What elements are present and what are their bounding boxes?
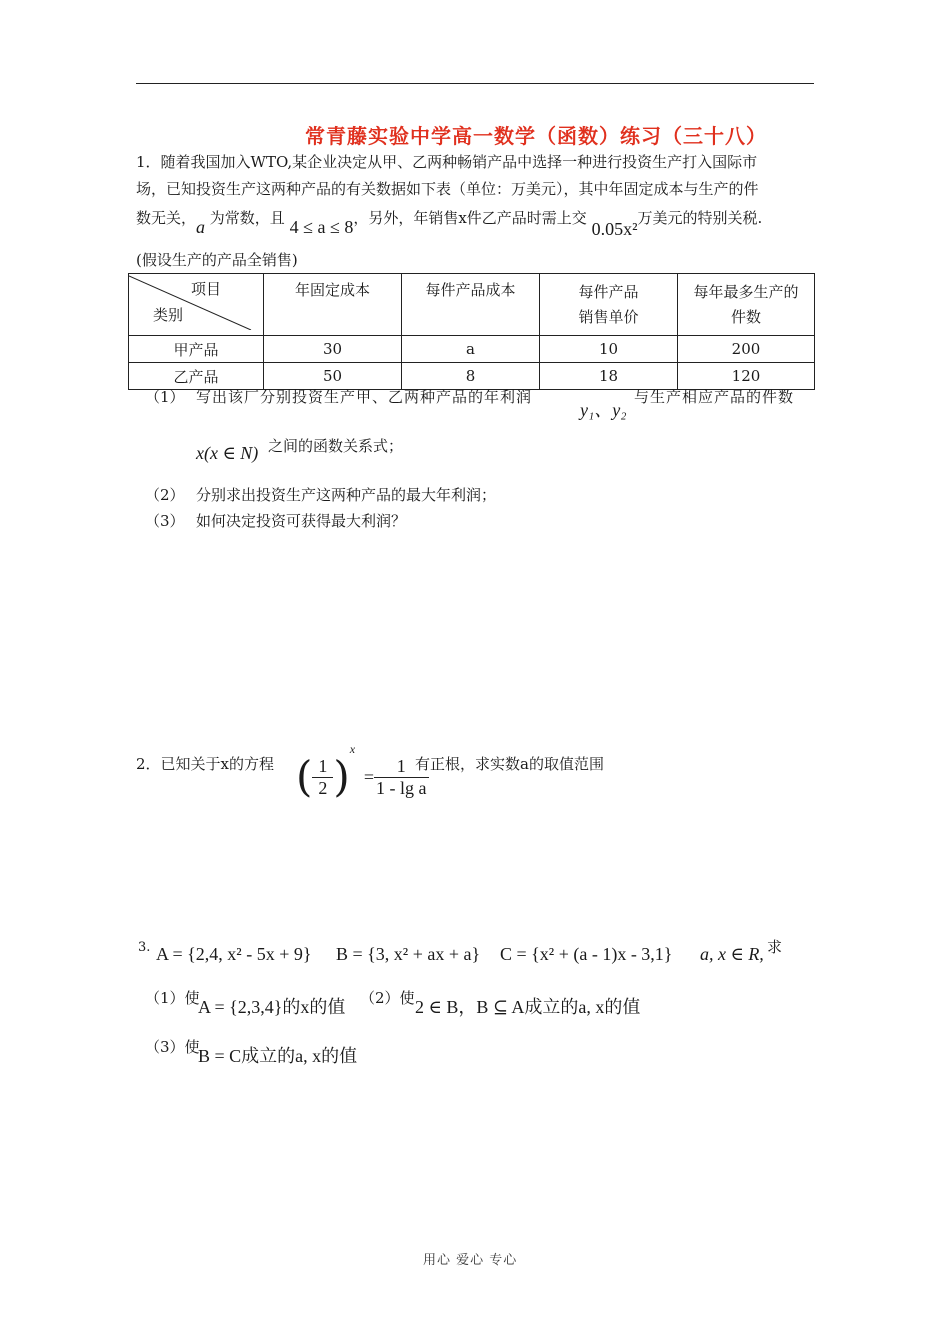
table-cell: 30: [264, 336, 402, 363]
q1-sub1-number: （1）: [145, 388, 185, 406]
q2-suffix: 有正根，求实数a的取值范围: [415, 755, 604, 773]
q1-inequality: 4 ≤ a ≤ 8: [289, 217, 354, 237]
table-cell: 120: [678, 363, 815, 390]
q2-base-fraction: $\frac{1}{2}$: [312, 756, 333, 799]
right-paren: ): [333, 752, 350, 801]
q1-line2: 场，已知投资生产这两种产品的有关数据如下表（单位：万美元），其中年固定成本与生产的件: [136, 180, 759, 198]
table-cell: 200: [678, 336, 815, 363]
q1-text-c: ，另外，年销售x件乙产品时需上交: [353, 209, 587, 227]
page-title: 常青藤实验中学高一数学（函数）练习（三十八）: [305, 124, 767, 148]
table-header-row: [129, 274, 815, 336]
header-rule: [136, 83, 814, 84]
table-cell: 乙产品: [129, 363, 264, 390]
q3-sub2-number: （2）使: [360, 989, 415, 1007]
table-cell: 18: [540, 363, 678, 390]
q2-exponent: x: [349, 742, 356, 756]
q1-note: (假设生产的产品全销售): [136, 251, 298, 269]
table-row: [129, 336, 815, 363]
q1-text-d: 万美元的特别关税.: [637, 209, 763, 227]
q1-line1: 1．随着我国加入WTO,某企业决定从甲、乙两种畅销产品中选择一种进行投资生产打入国际市: [136, 153, 758, 171]
q1-sub2-number: （2）: [145, 486, 185, 504]
q1-line3: [136, 204, 763, 239]
q2-equals: =: [363, 766, 375, 787]
q3-condition: a, x ∈ R,: [700, 944, 764, 964]
header-unit-cost: 每件产品成本: [402, 274, 540, 336]
page-footer: 用心 爱心 专心: [423, 1253, 518, 1268]
table-corner-cell: [129, 274, 264, 336]
q3-ask: 求: [767, 938, 783, 956]
q1-sub1-domain: x(x ∈ N): [196, 443, 259, 463]
left-paren: (: [296, 752, 313, 801]
table-cell: 8: [402, 363, 540, 390]
q3-sub1-math: A = {2,3,4}的x的值: [198, 997, 346, 1017]
q1-sub3-text: 如何决定投资可获得最大利润？: [196, 512, 407, 530]
q1-text-b: 为常数，且: [209, 209, 285, 227]
table-cell: 50: [264, 363, 402, 390]
q2-equation: [296, 742, 429, 801]
q1-sub1-text2: 与生产相应产品的件数: [634, 388, 795, 406]
product-table: [128, 273, 815, 390]
q2-rhs-fraction: $\frac{1}{\text{1 - lg a}}$: [376, 755, 427, 798]
q2-prefix: 2．已知关于x的方程: [136, 755, 275, 773]
header-max-output: 每年最多生产的 件数: [678, 274, 815, 336]
table-cell: 甲产品: [129, 336, 264, 363]
q3-sub3-number: （3）使: [145, 1038, 200, 1056]
q1-sub1-text: 写出该厂分别投资生产甲、乙两种产品的年利润: [196, 388, 533, 406]
q1-sub1-text3: 之间的函数关系式；: [268, 437, 404, 455]
q3-sub1-number: （1）使: [145, 989, 200, 1007]
q1-text-a: 数无关，: [136, 209, 197, 227]
q3-sub2-math: 2 ∈ B，B ⊆ A成立的a, x的值: [415, 997, 641, 1017]
corner-label-category: 类别: [153, 306, 184, 324]
q1-tax: 0.05x²: [591, 219, 638, 239]
table-cell: 10: [540, 336, 678, 363]
q3-set-a: A = {2,4, x² - 5x + 9}: [156, 944, 312, 964]
corner-label-item: 项目: [191, 280, 222, 298]
q1-var-a: a: [196, 217, 206, 237]
q3-number: 3.: [138, 940, 151, 955]
header-unit-price: 每件产品 销售单价: [540, 274, 678, 336]
q3-set-b: B = {3, x² + ax + a}: [336, 944, 481, 964]
q3-sub3-math: B = C成立的a, x的值: [198, 1046, 358, 1066]
q3-set-c: C = {x² + (a - 1)x - 3,1}: [500, 944, 673, 964]
q1-sub1-vars: y₁、y₂: [580, 400, 627, 420]
header-fixed-cost: 年固定成本: [264, 274, 402, 336]
table-cell: a: [402, 336, 540, 363]
q1-sub3-number: （3）: [145, 512, 185, 530]
q1-sub2-text: 分别求出投资生产这两种产品的最大年利润；: [196, 486, 497, 504]
